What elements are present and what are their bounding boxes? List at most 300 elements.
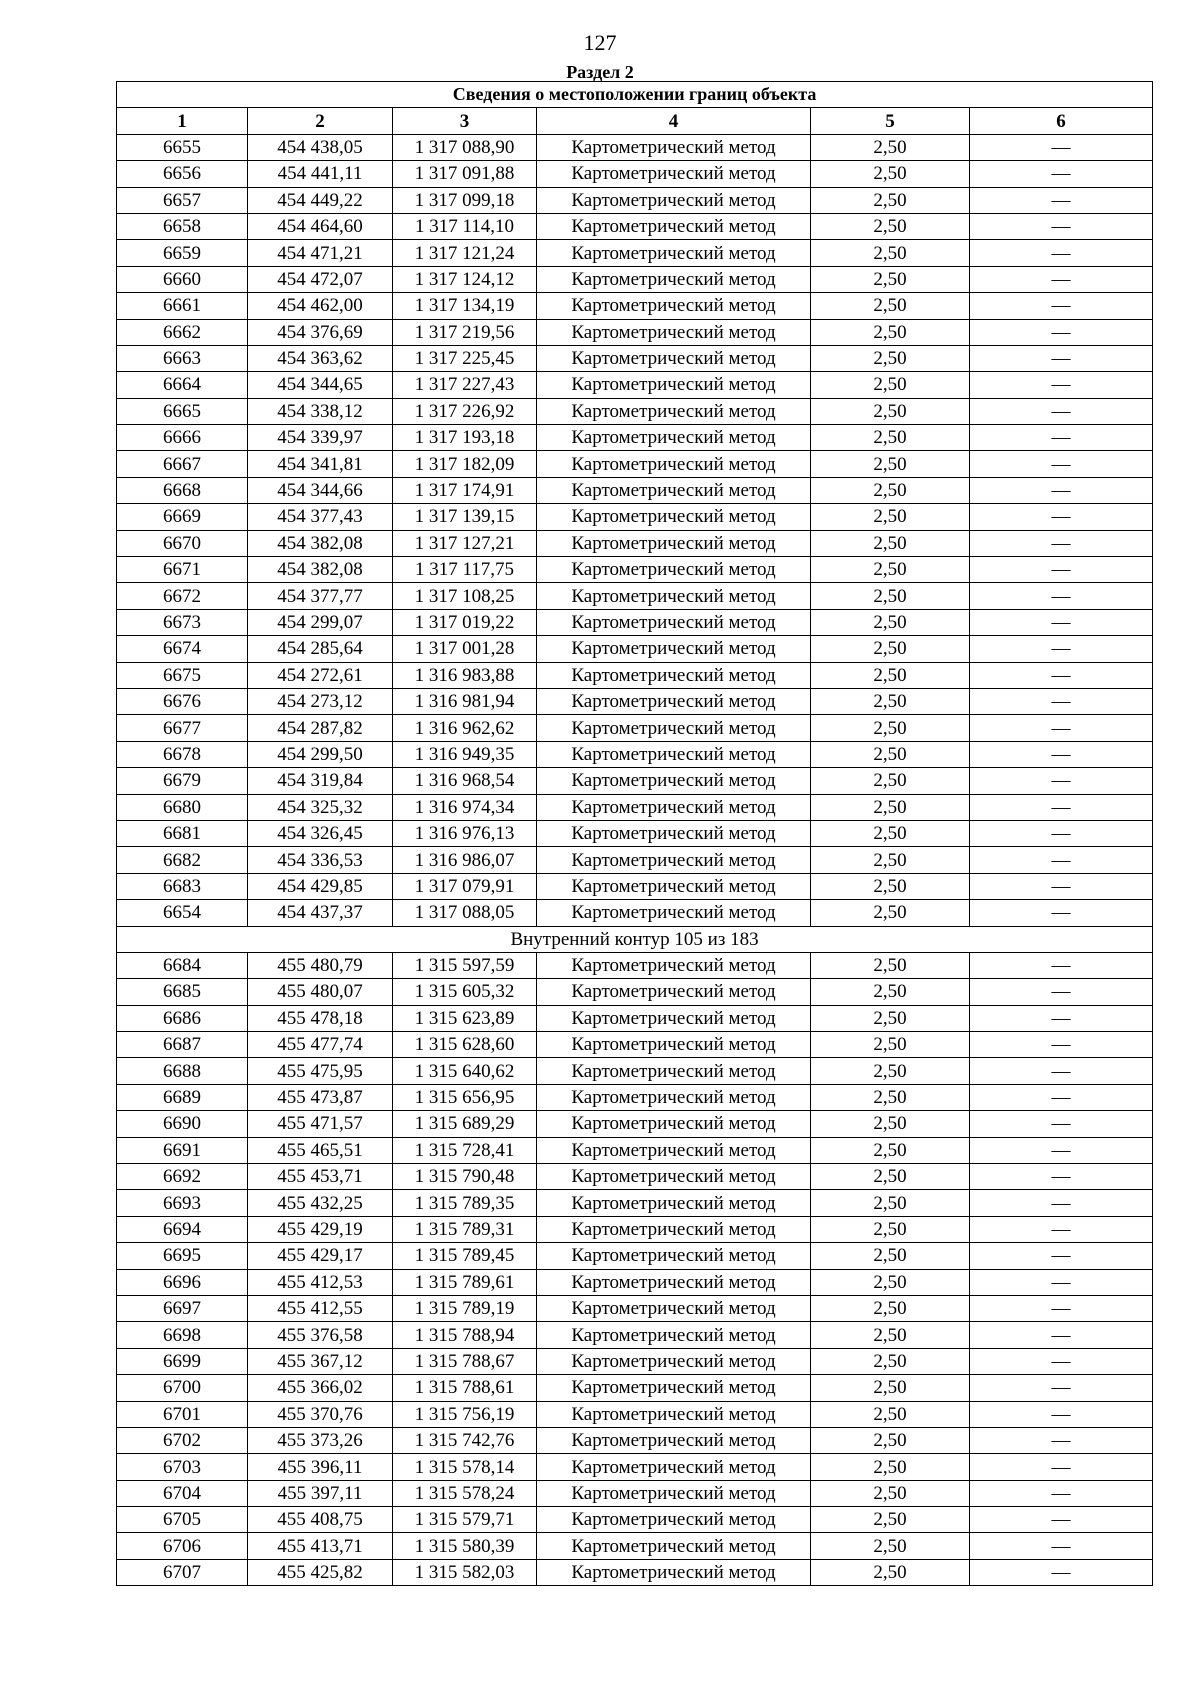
accuracy-cell: 2,50 xyxy=(811,1401,970,1427)
x-coordinate-cell: 454 376,69 xyxy=(248,319,393,345)
x-coordinate-cell: 455 429,17 xyxy=(248,1243,393,1269)
contour-row xyxy=(117,926,1153,952)
accuracy-cell: 2,50 xyxy=(811,847,970,873)
point-number-cell: 6671 xyxy=(117,557,248,583)
x-coordinate-cell: 454 338,12 xyxy=(248,398,393,424)
x-coordinate-cell: 454 363,62 xyxy=(248,345,393,371)
description-cell: — xyxy=(970,293,1153,319)
point-number-cell: 6695 xyxy=(117,1243,248,1269)
description-cell: — xyxy=(970,741,1153,767)
description-cell: — xyxy=(970,688,1153,714)
accuracy-cell: 2,50 xyxy=(811,1164,970,1190)
method-cell: Картометрический метод xyxy=(537,847,811,873)
point-number-cell: 6670 xyxy=(117,530,248,556)
x-coordinate-cell: 454 437,37 xyxy=(248,900,393,926)
table-row xyxy=(117,741,1153,767)
x-coordinate-cell: 454 287,82 xyxy=(248,715,393,741)
y-coordinate-cell: 1 315 788,61 xyxy=(393,1375,537,1401)
table-row xyxy=(117,1454,1153,1480)
method-cell: Картометрический метод xyxy=(537,161,811,187)
x-coordinate-cell: 455 429,19 xyxy=(248,1216,393,1242)
method-cell: Картометрический метод xyxy=(537,213,811,239)
table-row xyxy=(117,1401,1153,1427)
accuracy-cell: 2,50 xyxy=(811,609,970,635)
description-cell: — xyxy=(970,530,1153,556)
method-cell: Картометрический метод xyxy=(537,1058,811,1084)
y-coordinate-cell: 1 317 001,28 xyxy=(393,636,537,662)
y-coordinate-cell: 1 316 983,88 xyxy=(393,662,537,688)
table-row xyxy=(117,319,1153,345)
x-coordinate-cell: 454 471,21 xyxy=(248,240,393,266)
method-cell: Картометрический метод xyxy=(537,1533,811,1559)
point-number-cell: 6702 xyxy=(117,1427,248,1453)
x-coordinate-cell: 454 382,08 xyxy=(248,530,393,556)
table-row xyxy=(117,636,1153,662)
y-coordinate-cell: 1 315 789,45 xyxy=(393,1243,537,1269)
y-coordinate-cell: 1 317 226,92 xyxy=(393,398,537,424)
x-coordinate-cell: 454 344,66 xyxy=(248,477,393,503)
point-number-cell: 6683 xyxy=(117,873,248,899)
method-cell: Картометрический метод xyxy=(537,372,811,398)
method-cell: Картометрический метод xyxy=(537,240,811,266)
accuracy-cell: 2,50 xyxy=(811,187,970,213)
description-cell: — xyxy=(970,1111,1153,1137)
method-cell: Картометрический метод xyxy=(537,662,811,688)
y-coordinate-cell: 1 317 124,12 xyxy=(393,266,537,292)
table-caption: Сведения о местоположении границ объекта xyxy=(117,82,1153,108)
description-cell: — xyxy=(970,1032,1153,1058)
table-row xyxy=(117,873,1153,899)
x-coordinate-cell: 454 344,65 xyxy=(248,372,393,398)
accuracy-cell: 2,50 xyxy=(811,952,970,978)
point-number-cell: 6659 xyxy=(117,240,248,266)
table-row xyxy=(117,504,1153,530)
y-coordinate-cell: 1 315 742,76 xyxy=(393,1427,537,1453)
table-row xyxy=(117,662,1153,688)
y-coordinate-cell: 1 317 088,90 xyxy=(393,134,537,160)
y-coordinate-cell: 1 316 949,35 xyxy=(393,741,537,767)
description-cell: — xyxy=(970,900,1153,926)
method-cell: Картометрический метод xyxy=(537,1454,811,1480)
accuracy-cell: 2,50 xyxy=(811,1322,970,1348)
method-cell: Картометрический метод xyxy=(537,636,811,662)
method-cell: Картометрический метод xyxy=(537,900,811,926)
description-cell: — xyxy=(970,1375,1153,1401)
method-cell: Картометрический метод xyxy=(537,1348,811,1374)
method-cell: Картометрический метод xyxy=(537,1111,811,1137)
accuracy-cell: 2,50 xyxy=(811,794,970,820)
accuracy-cell: 2,50 xyxy=(811,398,970,424)
description-cell: — xyxy=(970,266,1153,292)
y-coordinate-cell: 1 317 019,22 xyxy=(393,609,537,635)
description-cell: — xyxy=(970,451,1153,477)
x-coordinate-cell: 455 412,55 xyxy=(248,1295,393,1321)
description-cell: — xyxy=(970,1559,1153,1585)
y-coordinate-cell: 1 317 182,09 xyxy=(393,451,537,477)
description-cell: — xyxy=(970,1216,1153,1242)
description-cell: — xyxy=(970,820,1153,846)
method-cell: Картометрический метод xyxy=(537,1032,811,1058)
x-coordinate-cell: 454 272,61 xyxy=(248,662,393,688)
x-coordinate-cell: 455 396,11 xyxy=(248,1454,393,1480)
description-cell: — xyxy=(970,1137,1153,1163)
x-coordinate-cell: 455 453,71 xyxy=(248,1164,393,1190)
y-coordinate-cell: 1 316 962,62 xyxy=(393,715,537,741)
table-row xyxy=(117,900,1153,926)
description-cell: — xyxy=(970,1480,1153,1506)
y-coordinate-cell: 1 317 091,88 xyxy=(393,161,537,187)
accuracy-cell: 2,50 xyxy=(811,1480,970,1506)
accuracy-cell: 2,50 xyxy=(811,451,970,477)
x-coordinate-cell: 455 480,07 xyxy=(248,979,393,1005)
method-cell: Картометрический метод xyxy=(537,477,811,503)
accuracy-cell: 2,50 xyxy=(811,1454,970,1480)
column-header: 6 xyxy=(970,108,1153,134)
table-row xyxy=(117,240,1153,266)
point-number-cell: 6672 xyxy=(117,583,248,609)
accuracy-cell: 2,50 xyxy=(811,425,970,451)
point-number-cell: 6700 xyxy=(117,1375,248,1401)
description-cell: — xyxy=(970,187,1153,213)
table-row xyxy=(117,715,1153,741)
y-coordinate-cell: 1 315 640,62 xyxy=(393,1058,537,1084)
description-cell: — xyxy=(970,1322,1153,1348)
table-row xyxy=(117,1348,1153,1374)
point-number-cell: 6694 xyxy=(117,1216,248,1242)
x-coordinate-cell: 455 465,51 xyxy=(248,1137,393,1163)
y-coordinate-cell: 1 317 127,21 xyxy=(393,530,537,556)
x-coordinate-cell: 454 449,22 xyxy=(248,187,393,213)
y-coordinate-cell: 1 317 219,56 xyxy=(393,319,537,345)
accuracy-cell: 2,50 xyxy=(811,583,970,609)
method-cell: Картометрический метод xyxy=(537,293,811,319)
method-cell: Картометрический метод xyxy=(537,134,811,160)
method-cell: Картометрический метод xyxy=(537,187,811,213)
accuracy-cell: 2,50 xyxy=(811,477,970,503)
y-coordinate-cell: 1 315 597,59 xyxy=(393,952,537,978)
method-cell: Картометрический метод xyxy=(537,1243,811,1269)
method-cell: Картометрический метод xyxy=(537,451,811,477)
accuracy-cell: 2,50 xyxy=(811,213,970,239)
method-cell: Картометрический метод xyxy=(537,979,811,1005)
y-coordinate-cell: 1 316 976,13 xyxy=(393,820,537,846)
point-number-cell: 6690 xyxy=(117,1111,248,1137)
table-row xyxy=(117,451,1153,477)
table-row xyxy=(117,1137,1153,1163)
method-cell: Картометрический метод xyxy=(537,1375,811,1401)
point-number-cell: 6707 xyxy=(117,1559,248,1585)
section-title: Раздел 2 xyxy=(566,62,634,82)
y-coordinate-cell: 1 317 108,25 xyxy=(393,583,537,609)
point-number-cell: 6655 xyxy=(117,134,248,160)
description-cell: — xyxy=(970,319,1153,345)
accuracy-cell: 2,50 xyxy=(811,1058,970,1084)
y-coordinate-cell: 1 315 578,24 xyxy=(393,1480,537,1506)
table-row xyxy=(117,1164,1153,1190)
y-coordinate-cell: 1 317 099,18 xyxy=(393,187,537,213)
point-number-cell: 6688 xyxy=(117,1058,248,1084)
point-number-cell: 6701 xyxy=(117,1401,248,1427)
boundary-coordinates-table xyxy=(116,81,1153,1586)
method-cell: Картометрический метод xyxy=(537,1427,811,1453)
table-row xyxy=(117,688,1153,714)
point-number-cell: 6686 xyxy=(117,1005,248,1031)
method-cell: Картометрический метод xyxy=(537,873,811,899)
accuracy-cell: 2,50 xyxy=(811,1216,970,1242)
y-coordinate-cell: 1 316 968,54 xyxy=(393,768,537,794)
method-cell: Картометрический метод xyxy=(537,715,811,741)
accuracy-cell: 2,50 xyxy=(811,1269,970,1295)
x-coordinate-cell: 455 425,82 xyxy=(248,1559,393,1585)
x-coordinate-cell: 454 462,00 xyxy=(248,293,393,319)
point-number-cell: 6656 xyxy=(117,161,248,187)
x-coordinate-cell: 455 408,75 xyxy=(248,1507,393,1533)
description-cell: — xyxy=(970,240,1153,266)
method-cell: Картометрический метод xyxy=(537,557,811,583)
x-coordinate-cell: 455 432,25 xyxy=(248,1190,393,1216)
accuracy-cell: 2,50 xyxy=(811,319,970,345)
description-cell: — xyxy=(970,979,1153,1005)
method-cell: Картометрический метод xyxy=(537,1269,811,1295)
method-cell: Картометрический метод xyxy=(537,609,811,635)
accuracy-cell: 2,50 xyxy=(811,688,970,714)
table-row xyxy=(117,1216,1153,1242)
y-coordinate-cell: 1 317 134,19 xyxy=(393,293,537,319)
y-coordinate-cell: 1 315 628,60 xyxy=(393,1032,537,1058)
method-cell: Картометрический метод xyxy=(537,398,811,424)
accuracy-cell: 2,50 xyxy=(811,873,970,899)
point-number-cell: 6665 xyxy=(117,398,248,424)
x-coordinate-cell: 454 464,60 xyxy=(248,213,393,239)
method-cell: Картометрический метод xyxy=(537,1005,811,1031)
point-number-cell: 6666 xyxy=(117,425,248,451)
y-coordinate-cell: 1 315 582,03 xyxy=(393,1559,537,1585)
table-row xyxy=(117,161,1153,187)
accuracy-cell: 2,50 xyxy=(811,1084,970,1110)
x-coordinate-cell: 455 376,58 xyxy=(248,1322,393,1348)
table-row xyxy=(117,134,1153,160)
method-cell: Картометрический метод xyxy=(537,1190,811,1216)
y-coordinate-cell: 1 315 756,19 xyxy=(393,1401,537,1427)
point-number-cell: 6679 xyxy=(117,768,248,794)
accuracy-cell: 2,50 xyxy=(811,1295,970,1321)
point-number-cell: 6693 xyxy=(117,1190,248,1216)
point-number-cell: 6689 xyxy=(117,1084,248,1110)
method-cell: Картометрический метод xyxy=(537,1401,811,1427)
method-cell: Картометрический метод xyxy=(537,741,811,767)
accuracy-cell: 2,50 xyxy=(811,266,970,292)
table-row xyxy=(117,1427,1153,1453)
y-coordinate-cell: 1 315 789,61 xyxy=(393,1269,537,1295)
x-coordinate-cell: 454 299,07 xyxy=(248,609,393,635)
description-cell: — xyxy=(970,794,1153,820)
description-cell: — xyxy=(970,662,1153,688)
accuracy-cell: 2,50 xyxy=(811,530,970,556)
accuracy-cell: 2,50 xyxy=(811,1375,970,1401)
x-coordinate-cell: 455 475,95 xyxy=(248,1058,393,1084)
table-row xyxy=(117,425,1153,451)
method-cell: Картометрический метод xyxy=(537,1137,811,1163)
column-header: 3 xyxy=(393,108,537,134)
y-coordinate-cell: 1 317 193,18 xyxy=(393,425,537,451)
x-coordinate-cell: 455 366,02 xyxy=(248,1375,393,1401)
description-cell: — xyxy=(970,134,1153,160)
table-row xyxy=(117,1190,1153,1216)
accuracy-cell: 2,50 xyxy=(811,1533,970,1559)
point-number-cell: 6704 xyxy=(117,1480,248,1506)
point-number-cell: 6658 xyxy=(117,213,248,239)
y-coordinate-cell: 1 315 578,14 xyxy=(393,1454,537,1480)
table-row xyxy=(117,187,1153,213)
table-row xyxy=(117,820,1153,846)
y-coordinate-cell: 1 316 974,34 xyxy=(393,794,537,820)
x-coordinate-cell: 455 370,76 xyxy=(248,1401,393,1427)
y-coordinate-cell: 1 315 656,95 xyxy=(393,1084,537,1110)
accuracy-cell: 2,50 xyxy=(811,1190,970,1216)
table-row xyxy=(117,1295,1153,1321)
x-coordinate-cell: 455 480,79 xyxy=(248,952,393,978)
y-coordinate-cell: 1 317 117,75 xyxy=(393,557,537,583)
method-cell: Картометрический метод xyxy=(537,1164,811,1190)
y-coordinate-cell: 1 315 790,48 xyxy=(393,1164,537,1190)
method-cell: Картометрический метод xyxy=(537,319,811,345)
table-row xyxy=(117,583,1153,609)
point-number-cell: 6680 xyxy=(117,794,248,820)
accuracy-cell: 2,50 xyxy=(811,1427,970,1453)
accuracy-cell: 2,50 xyxy=(811,820,970,846)
x-coordinate-cell: 454 382,08 xyxy=(248,557,393,583)
x-coordinate-cell: 454 273,12 xyxy=(248,688,393,714)
x-coordinate-cell: 455 477,74 xyxy=(248,1032,393,1058)
point-number-cell: 6691 xyxy=(117,1137,248,1163)
x-coordinate-cell: 455 412,53 xyxy=(248,1269,393,1295)
point-number-cell: 6682 xyxy=(117,847,248,873)
x-coordinate-cell: 455 373,26 xyxy=(248,1427,393,1453)
accuracy-cell: 2,50 xyxy=(811,979,970,1005)
accuracy-cell: 2,50 xyxy=(811,1348,970,1374)
method-cell: Картометрический метод xyxy=(537,952,811,978)
description-cell: — xyxy=(970,583,1153,609)
accuracy-cell: 2,50 xyxy=(811,1559,970,1585)
method-cell: Картометрический метод xyxy=(537,768,811,794)
table-row xyxy=(117,952,1153,978)
method-cell: Картометрический метод xyxy=(537,345,811,371)
x-coordinate-cell: 454 285,64 xyxy=(248,636,393,662)
table-row xyxy=(117,979,1153,1005)
description-cell: — xyxy=(970,1269,1153,1295)
table-row xyxy=(117,530,1153,556)
description-cell: — xyxy=(970,372,1153,398)
accuracy-cell: 2,50 xyxy=(811,741,970,767)
point-number-cell: 6676 xyxy=(117,688,248,714)
table-body xyxy=(117,134,1153,1585)
y-coordinate-cell: 1 315 788,67 xyxy=(393,1348,537,1374)
x-coordinate-cell: 454 319,84 xyxy=(248,768,393,794)
description-cell: — xyxy=(970,1190,1153,1216)
table-row xyxy=(117,372,1153,398)
table-row xyxy=(117,609,1153,635)
table-row xyxy=(117,768,1153,794)
method-cell: Картометрический метод xyxy=(537,1507,811,1533)
accuracy-cell: 2,50 xyxy=(811,768,970,794)
point-number-cell: 6669 xyxy=(117,504,248,530)
point-number-cell: 6685 xyxy=(117,979,248,1005)
point-number-cell: 6654 xyxy=(117,900,248,926)
description-cell: — xyxy=(970,715,1153,741)
table-row xyxy=(117,1005,1153,1031)
table-row xyxy=(117,1243,1153,1269)
description-cell: — xyxy=(970,398,1153,424)
description-cell: — xyxy=(970,1454,1153,1480)
method-cell: Картометрический метод xyxy=(537,1084,811,1110)
y-coordinate-cell: 1 317 174,91 xyxy=(393,477,537,503)
y-coordinate-cell: 1 317 079,91 xyxy=(393,873,537,899)
description-cell: — xyxy=(970,1348,1153,1374)
y-coordinate-cell: 1 315 789,35 xyxy=(393,1190,537,1216)
table-row xyxy=(117,293,1153,319)
description-cell: — xyxy=(970,477,1153,503)
point-number-cell: 6703 xyxy=(117,1454,248,1480)
point-number-cell: 6657 xyxy=(117,187,248,213)
x-coordinate-cell: 454 326,45 xyxy=(248,820,393,846)
accuracy-cell: 2,50 xyxy=(811,1243,970,1269)
y-coordinate-cell: 1 315 580,39 xyxy=(393,1533,537,1559)
description-cell: — xyxy=(970,1401,1153,1427)
accuracy-cell: 2,50 xyxy=(811,1032,970,1058)
point-number-cell: 6668 xyxy=(117,477,248,503)
table-row xyxy=(117,1322,1153,1348)
accuracy-cell: 2,50 xyxy=(811,345,970,371)
description-cell: — xyxy=(970,1164,1153,1190)
column-header: 2 xyxy=(248,108,393,134)
y-coordinate-cell: 1 317 139,15 xyxy=(393,504,537,530)
y-coordinate-cell: 1 316 981,94 xyxy=(393,688,537,714)
point-number-cell: 6681 xyxy=(117,820,248,846)
accuracy-cell: 2,50 xyxy=(811,557,970,583)
point-number-cell: 6678 xyxy=(117,741,248,767)
accuracy-cell: 2,50 xyxy=(811,372,970,398)
table-row xyxy=(117,1559,1153,1585)
method-cell: Картометрический метод xyxy=(537,1216,811,1242)
point-number-cell: 6675 xyxy=(117,662,248,688)
point-number-cell: 6660 xyxy=(117,266,248,292)
method-cell: Картометрический метод xyxy=(537,1480,811,1506)
description-cell: — xyxy=(970,557,1153,583)
method-cell: Картометрический метод xyxy=(537,794,811,820)
x-coordinate-cell: 454 299,50 xyxy=(248,741,393,767)
x-coordinate-cell: 454 429,85 xyxy=(248,873,393,899)
table-row xyxy=(117,1375,1153,1401)
table-row xyxy=(117,398,1153,424)
accuracy-cell: 2,50 xyxy=(811,161,970,187)
x-coordinate-cell: 455 473,87 xyxy=(248,1084,393,1110)
y-coordinate-cell: 1 315 788,94 xyxy=(393,1322,537,1348)
method-cell: Картометрический метод xyxy=(537,583,811,609)
x-coordinate-cell: 454 377,43 xyxy=(248,504,393,530)
accuracy-cell: 2,50 xyxy=(811,900,970,926)
description-cell: — xyxy=(970,847,1153,873)
point-number-cell: 6706 xyxy=(117,1533,248,1559)
accuracy-cell: 2,50 xyxy=(811,1111,970,1137)
description-cell: — xyxy=(970,1507,1153,1533)
x-coordinate-cell: 454 325,32 xyxy=(248,794,393,820)
y-coordinate-cell: 1 315 728,41 xyxy=(393,1137,537,1163)
point-number-cell: 6674 xyxy=(117,636,248,662)
y-coordinate-cell: 1 316 986,07 xyxy=(393,847,537,873)
method-cell: Картометрический метод xyxy=(537,1322,811,1348)
description-cell: — xyxy=(970,213,1153,239)
description-cell: — xyxy=(970,1084,1153,1110)
